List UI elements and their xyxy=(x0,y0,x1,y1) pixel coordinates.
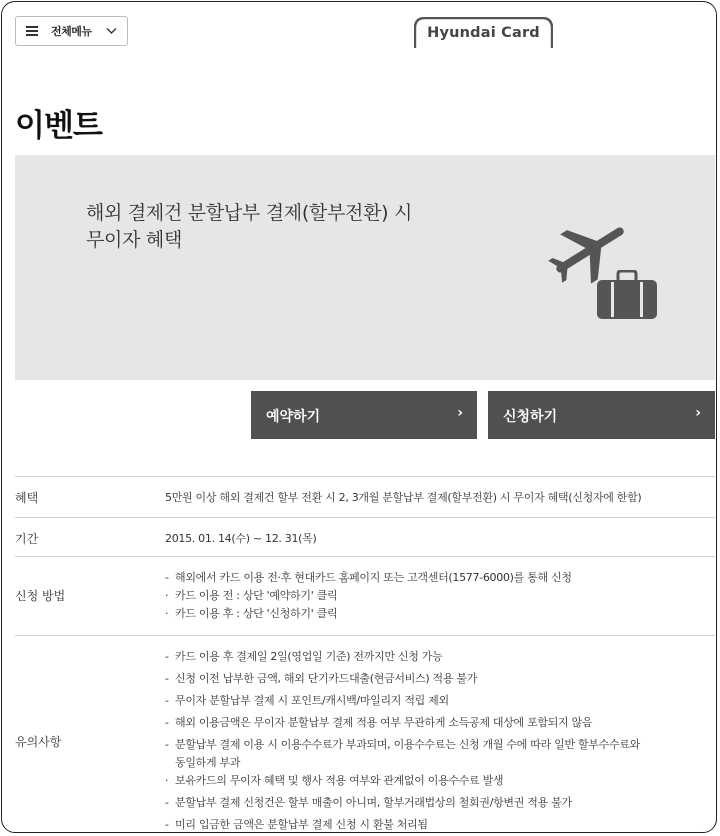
hyundai-card-logo[interactable] xyxy=(414,17,553,49)
benefit-text: 5만원 이상 해외 결제건 할부 전환 시 2, 3개월 분할납부 결제(할부전환) 시 무이자 혜택(신청자에 한함) xyxy=(165,491,642,504)
list-item: · 보유카드의 무이자 혜택 및 행사 적용 여부와 관계없이 이용수수료 발생 xyxy=(165,774,504,787)
all-menu-label: 전체메뉴 xyxy=(51,25,92,38)
suitcase-icon xyxy=(596,270,658,320)
all-menu-button[interactable] xyxy=(15,16,128,46)
event-details-table xyxy=(15,476,715,833)
apply-button[interactable] xyxy=(488,391,715,439)
list-item: - 신청 이전 납부한 금액, 해외 단기카드대출(현금서비스) 적용 불가 xyxy=(165,672,478,685)
benefit-row xyxy=(15,476,715,517)
list-item: · 카드 이용 전 : 상단 '예약하기' 클릭 xyxy=(165,589,338,602)
benefit-label: 혜택 xyxy=(15,491,39,505)
banner-line-1: 해외 결제건 분할납부 결제(할부전환) 시 xyxy=(86,202,413,224)
list-item: - 카드 이용 후 결제일 2일(영업일 기준) 전까지만 신청 가능 xyxy=(165,650,443,663)
how-to-apply-label: 신청 방법 xyxy=(15,589,66,603)
chevron-right-icon: › xyxy=(457,405,463,421)
list-item: · 카드 이용 후 : 상단 '신청하기' 클릭 xyxy=(165,607,338,620)
period-text: 2015. 01. 14(수) ~ 12. 31(목) xyxy=(165,532,317,545)
hamburger-icon xyxy=(26,26,38,36)
reserve-button[interactable] xyxy=(251,391,477,439)
reserve-label: 예약하기 xyxy=(266,409,321,425)
list-item: 동일하게 부과 xyxy=(175,756,241,769)
banner-line-2: 무이자 혜택 xyxy=(86,229,183,251)
logo-text: Hyundai Card xyxy=(427,25,540,41)
list-item: - 분할납부 결제 신청건은 할부 매출이 아니며, 할부거래법상의 철회권/항변권 적용 불가 xyxy=(165,796,572,809)
notes-label: 유의사항 xyxy=(15,735,62,749)
notes-row xyxy=(15,635,715,833)
event-banner xyxy=(15,155,715,380)
top-bar xyxy=(2,2,716,62)
banner-headline xyxy=(86,200,412,254)
list-item: - 해외에서 카드 이용 전·후 현대카드 홈페이지 또는 고객센터(1577-6000)를 통해 신청 xyxy=(165,571,572,584)
list-item: - 해외 이용금액은 무이자 분할납부 결제 적용 여부 무관하게 소득공제 대상에 포함되지 않음 xyxy=(165,716,593,729)
page-title: 이벤트 xyxy=(15,108,102,144)
list-item: - 분할납부 결제 이용 시 이용수수료가 부과되며, 이용수수료는 신청 개월 수에 따라 일반 할부수수료와 xyxy=(165,738,640,751)
list-item: - 미리 입금한 금액은 분할납부 결제 신청 시 환불 처리됨 xyxy=(165,818,428,831)
chevron-right-icon: › xyxy=(695,405,701,421)
list-item: - 무이자 분할납부 결제 시 포인트/캐시백/마일리지 적립 제외 xyxy=(165,694,449,707)
apply-label: 신청하기 xyxy=(503,409,558,425)
how-to-apply-row xyxy=(15,556,715,635)
period-label: 기간 xyxy=(15,532,39,546)
chevron-down-icon xyxy=(106,27,117,35)
period-row xyxy=(15,517,715,556)
page-frame xyxy=(1,1,717,833)
